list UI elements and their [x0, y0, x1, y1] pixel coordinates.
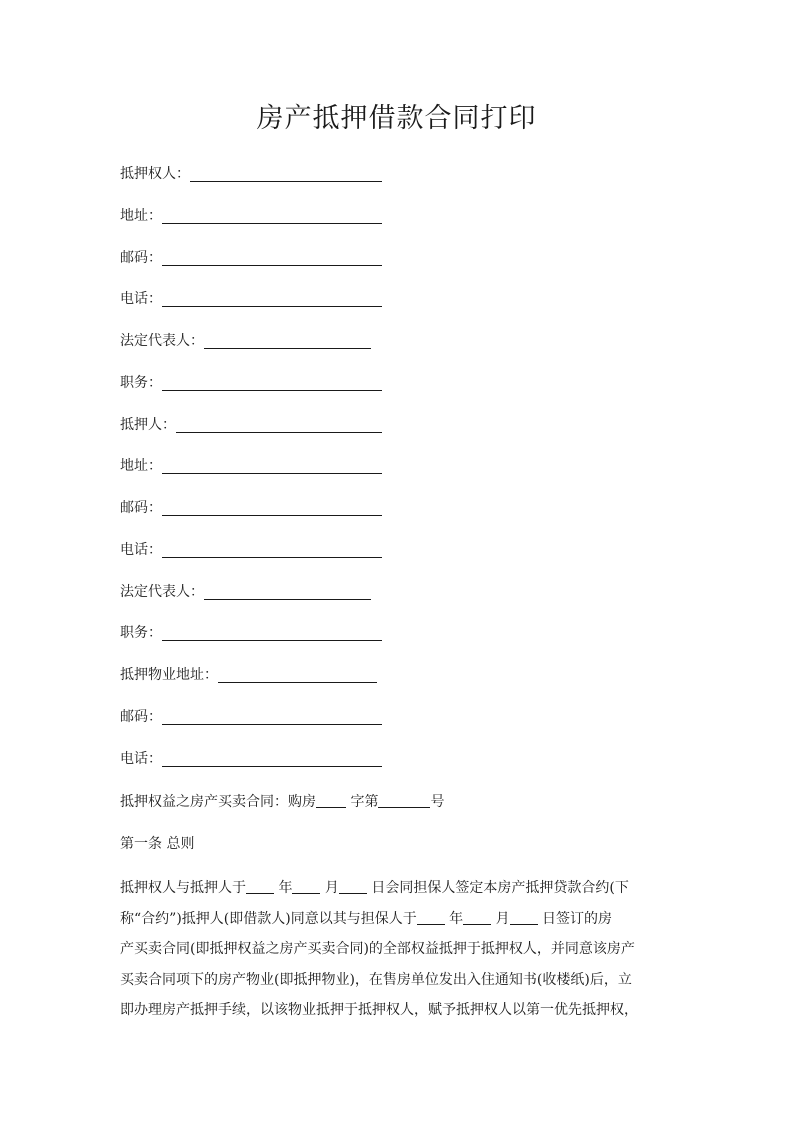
- field-property-phone: [120, 747, 680, 789]
- contract-line-suffix: 号: [430, 794, 445, 810]
- field-mortgagee-legal-rep: [120, 329, 680, 371]
- fill-in-blank[interactable]: [378, 791, 430, 808]
- field-label: 法定代表人：: [120, 333, 204, 349]
- fill-in-blank[interactable]: [292, 877, 320, 894]
- field-label: 邮码：: [120, 249, 162, 266]
- field-mortgagor-postcode: [120, 496, 680, 538]
- fill-in-blank[interactable]: [162, 499, 382, 516]
- paragraph-line: [120, 873, 678, 904]
- paragraph-line: [120, 904, 678, 935]
- fill-in-blank[interactable]: [417, 908, 445, 925]
- field-mortgagee-position: [120, 371, 680, 413]
- field-mortgagor-position: [120, 621, 680, 663]
- fill-in-blank[interactable]: [162, 708, 382, 725]
- field-mortgagee-address: [120, 204, 680, 246]
- fill-in-blank[interactable]: [162, 249, 382, 266]
- fill-in-blank[interactable]: [162, 541, 382, 558]
- paragraph-line: 即办理房产抵押手续，以该物业抵押于抵押权人，赋予抵押权人以第一优先抵押权，: [120, 1002, 638, 1018]
- field-label: 邮码：: [120, 708, 162, 725]
- fill-in-blank[interactable]: [316, 791, 346, 808]
- field-label: 电话：: [120, 541, 162, 558]
- field-label: 法定代表人：: [120, 583, 204, 600]
- text-run: 月: [491, 910, 510, 927]
- text-run: 抵押权人与抵押人于: [120, 880, 246, 896]
- general-provisions-paragraph: [120, 873, 678, 1026]
- field-label: 电话：: [120, 750, 162, 767]
- fill-in-blank[interactable]: [339, 877, 367, 894]
- field-label: 邮码：: [120, 500, 162, 516]
- fill-in-blank[interactable]: [204, 332, 371, 349]
- field-label: 抵押权人：: [120, 166, 190, 182]
- fill-in-blank[interactable]: [162, 374, 382, 391]
- field-mortgagee-postcode: [120, 246, 680, 288]
- section-heading: 第一条 总则: [120, 836, 195, 852]
- fill-in-blank[interactable]: [176, 416, 382, 433]
- text-run: 称“合约”)抵押人(即借款人)同意以其与担保人于: [120, 910, 417, 927]
- text-run: 年: [444, 910, 464, 927]
- field-property-address: [120, 663, 680, 705]
- field-mortgagor-address: [120, 454, 680, 496]
- text-run: 日会同担保人签定本房产抵押贷款合约(下: [366, 880, 629, 896]
- field-label: 抵押物业地址：: [120, 667, 218, 683]
- purchase-contract-line: [120, 790, 444, 814]
- fill-in-blank[interactable]: [162, 290, 382, 307]
- fill-in-blank[interactable]: [463, 908, 491, 925]
- document-title: 房产抵押借款合同打印: [256, 103, 537, 134]
- contract-line-prefix: 抵押权益之房产买卖合同：购房: [120, 794, 316, 810]
- field-label: 职务：: [120, 625, 162, 642]
- fill-in-blank[interactable]: [510, 908, 538, 925]
- field-mortgagee-phone: [120, 287, 680, 329]
- field-mortgagor-legal-rep: [120, 580, 680, 622]
- fill-in-blank[interactable]: [190, 165, 382, 182]
- contract-line-middle: 字第: [346, 794, 379, 810]
- text-run: 月: [320, 880, 339, 896]
- field-mortgagee-name: [120, 162, 680, 204]
- field-label: 地址：: [120, 207, 162, 224]
- fill-in-blank[interactable]: [162, 750, 382, 767]
- fill-in-blank[interactable]: [246, 877, 274, 894]
- fill-in-blank[interactable]: [204, 583, 371, 600]
- fill-in-blank[interactable]: [162, 624, 382, 641]
- paragraph-line: 买卖合同项下的房产物业(即抵押物业)，在售房单位发出入住通知书(收楼纸)后，立: [120, 971, 632, 988]
- text-run: 年: [274, 880, 293, 896]
- party-fields: [120, 162, 680, 788]
- field-label: 地址：: [120, 458, 162, 475]
- field-mortgagor-name: [120, 413, 680, 455]
- fill-in-blank[interactable]: [162, 207, 382, 224]
- field-label: 电话：: [120, 291, 162, 308]
- field-mortgagor-phone: [120, 538, 680, 580]
- field-label: 职务：: [120, 374, 162, 391]
- paragraph-line: 产买卖合同(即抵押权益之房产买卖合同)的全部权益抵押于抵押权人，并同意该房产: [120, 941, 635, 957]
- fill-in-blank[interactable]: [218, 666, 377, 683]
- text-run: 日签订的房: [537, 910, 613, 927]
- fill-in-blank[interactable]: [162, 457, 382, 474]
- field-label: 抵押人：: [120, 416, 176, 433]
- field-property-postcode: [120, 705, 680, 747]
